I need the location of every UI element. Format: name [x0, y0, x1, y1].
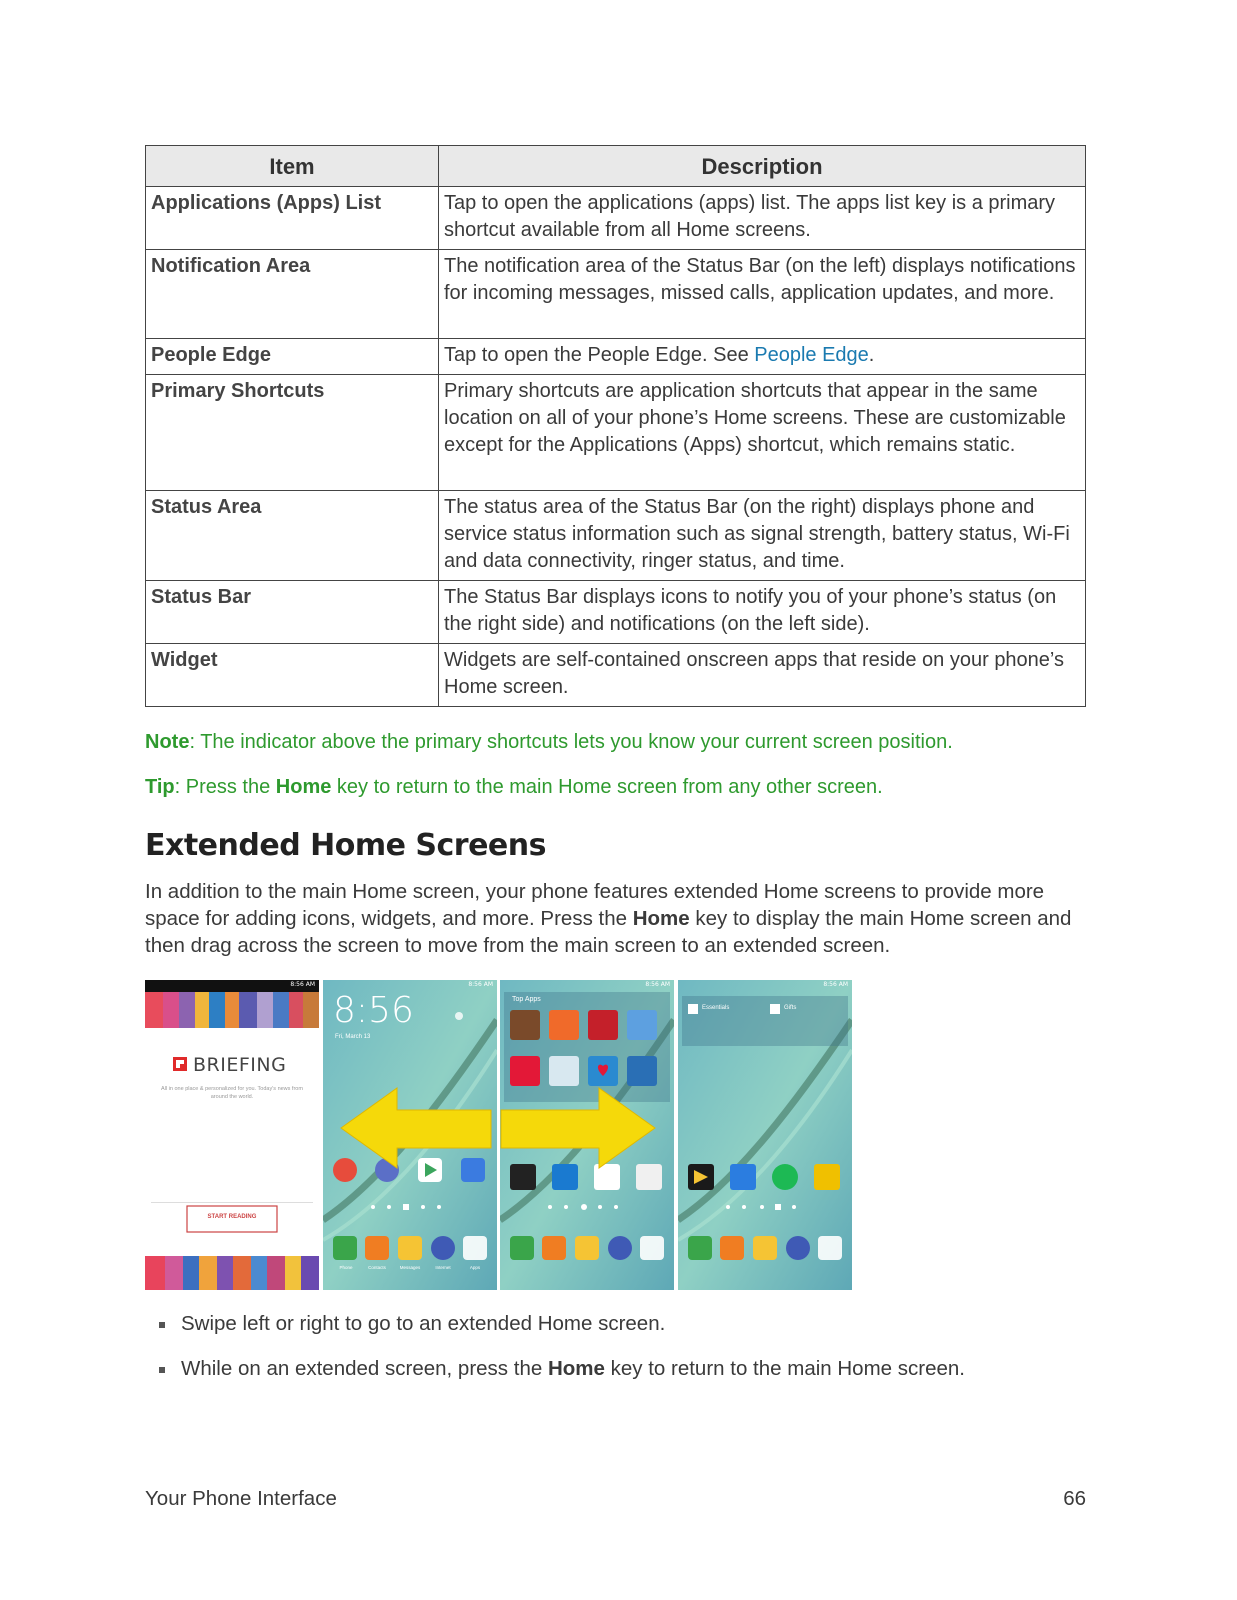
table-cell-item: Notification Area — [146, 250, 439, 339]
status-bar-time: 8:56 AM — [290, 981, 315, 988]
home-key-label: Home — [275, 776, 332, 798]
home-key-label: Home — [547, 1357, 605, 1380]
table-cell-description: The Status Bar displays icons to notify you of your phone’s status (on the right side) and notifications (on the left side). — [439, 581, 1086, 644]
note-paragraph — [145, 731, 953, 754]
table-cell-item: Status Area — [146, 491, 439, 581]
table-cell-item: People Edge — [146, 339, 439, 375]
home-clock: 8:56 — [333, 990, 414, 1031]
bullet-list — [145, 1312, 965, 1402]
column-header-description: Description — [439, 146, 1086, 187]
description-text: . — [868, 344, 875, 366]
table-cell-description: Widgets are self-contained onscreen apps that reside on your phone’s Home screen. — [439, 644, 1086, 707]
intro-text: key to display the main Home screen and then drag across the screen to move from the main screen to an extended screen. — [145, 907, 1072, 957]
table-cell-description: Tap to open the applications (apps) list. The apps list key is a primary shortcut available from all Home screens. — [439, 187, 1086, 250]
table-cell-item: Status Bar — [146, 581, 439, 644]
tip-text: key to return to the main Home screen from any other screen. — [331, 776, 883, 798]
section-heading: Extended Home Screens — [145, 828, 546, 863]
bullet-square-icon — [159, 1322, 165, 1328]
table-row — [146, 187, 1086, 250]
intro-paragraph — [145, 878, 1085, 959]
column-header-item: Item — [146, 146, 439, 187]
start-reading-button[interactable]: START READING — [207, 1214, 257, 1220]
page-number: 66 — [1063, 1487, 1086, 1510]
briefing-subtitle: All in one place & personalized for you. Today's news from around the world. — [161, 1086, 303, 1100]
table-cell-description: Primary shortcuts are application shortcuts that appear in the same location on all of your phone’s Home screens. These are customizable except for the Applications (Apps) shortcut, which remains static. — [439, 375, 1086, 491]
table-cell-description: The status area of the Status Bar (on the right) displays phone and service status information such as signal strength, battery status, Wi-Fi and data connectivity, ringer status, and time. — [439, 491, 1086, 581]
dock-label-internet: Internet — [435, 1265, 451, 1270]
dock-label-messages: Messages — [399, 1265, 421, 1270]
items-table — [145, 145, 1086, 707]
table-row — [146, 644, 1086, 707]
folder-label: Top Apps — [512, 996, 541, 1003]
dock-label-apps: Apps — [469, 1265, 481, 1270]
list-item — [145, 1357, 965, 1402]
table-cell-description — [439, 339, 1086, 375]
dock-label-phone: Phone — [339, 1265, 353, 1270]
table-row — [146, 491, 1086, 581]
essentials-widget-label: Essentials — [702, 1005, 730, 1011]
list-item — [145, 1312, 965, 1357]
note-label: Note — [145, 731, 190, 753]
home-date: Fri, March 13 — [335, 1034, 371, 1040]
table-cell-description: The notification area of the Status Bar (on the left) displays notifications for incoming messages, missed calls, application updates, and more. — [439, 250, 1086, 339]
status-bar-time: 8:56 AM — [468, 981, 493, 988]
briefing-title: BRIEFING — [193, 1054, 287, 1076]
table-cell-item: Applications (Apps) List — [146, 187, 439, 250]
status-bar-time: 8:56 AM — [645, 981, 670, 988]
swipe-right-arrow — [501, 1088, 655, 1168]
table-row — [146, 581, 1086, 644]
status-bar-time: 8:56 AM — [823, 981, 848, 988]
description-text: Tap to open the People Edge. See — [444, 344, 755, 366]
footer-section-title: Your Phone Interface — [145, 1487, 337, 1510]
swipe-left-arrow — [341, 1088, 491, 1168]
table-row — [146, 250, 1086, 339]
table-cell-item: Widget — [146, 644, 439, 707]
home-screens-figure — [145, 980, 861, 1290]
table-header-row — [146, 146, 1086, 187]
people-edge-link[interactable]: People Edge — [754, 344, 869, 366]
tip-text: : Press the — [174, 776, 276, 798]
note-text: : The indicator above the primary shortcuts lets you know your current screen position. — [189, 731, 953, 753]
bullet-text: Swipe left or right to go to an extended Home screen. — [181, 1312, 666, 1335]
bullet-text: While on an extended screen, press the — [181, 1357, 548, 1380]
table-row — [146, 375, 1086, 491]
table-row — [146, 339, 1086, 375]
swipe-arrows — [145, 980, 861, 1290]
home-key-label: Home — [632, 907, 690, 930]
tip-label: Tip — [145, 776, 175, 798]
intro-text: In addition to the main Home screen, your phone features extended Home screens to provide more space for adding icons, widgets, and more. Press the — [145, 880, 1045, 930]
tip-paragraph — [145, 776, 883, 799]
bullet-square-icon — [159, 1367, 165, 1373]
dock-label-contacts: Contacts — [368, 1265, 386, 1270]
table-cell-item: Primary Shortcuts — [146, 375, 439, 491]
gifts-widget-label: Gifts — [784, 1005, 797, 1011]
bullet-text: key to return to the main Home screen. — [604, 1357, 965, 1380]
